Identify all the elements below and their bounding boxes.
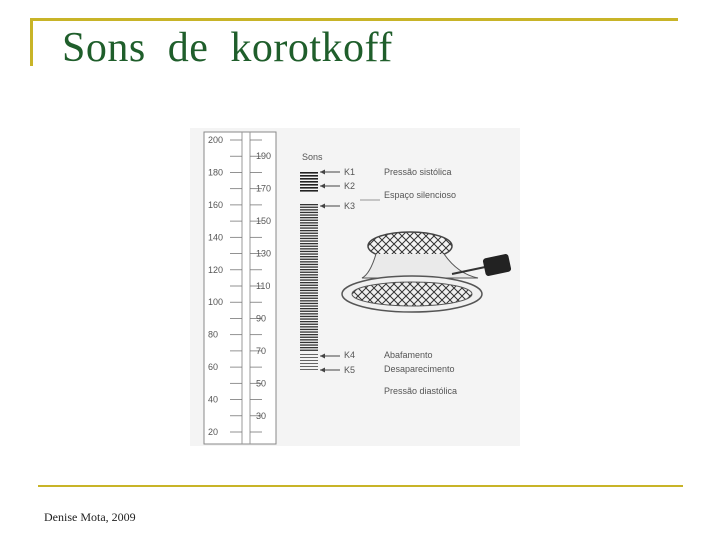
sound-bar [300,204,318,205]
sound-bar [300,190,318,192]
sound-bar [300,311,318,312]
marker-k5: K5 [344,365,356,375]
sound-bar [300,292,318,293]
sound-bar [300,272,318,273]
marker-arrowhead [320,184,325,189]
footer-credit: Denise Mota, 2009 [44,510,136,524]
sound-bar [300,331,318,332]
sound-bar [300,207,318,208]
label-muffling: Abafamento [384,350,433,360]
scale-label-right: 50 [256,378,267,389]
sound-bar [300,347,318,348]
sound-bar [300,305,318,306]
label-silent-gap: Espaço silencioso [384,190,457,200]
sound-bar [300,259,318,260]
scale-label-left: 40 [208,394,219,405]
footer-rule [38,485,683,487]
sound-bars [300,172,318,370]
sound-bar [300,214,318,215]
sound-bar [300,298,318,299]
label-disappearance: Desaparecimento [384,364,455,374]
sound-bar [300,230,318,231]
sound-bar [300,274,318,275]
scale-label-right: 170 [256,183,272,194]
title-frame-left-rule [30,18,33,66]
sound-bar [300,285,318,286]
sound-bar [300,243,318,244]
sound-bar [300,261,318,262]
marker-k1: K1 [344,167,356,177]
sound-bar [300,269,318,270]
marker-k3: K3 [344,201,356,211]
sound-bar [300,238,318,239]
scale-label-left: 100 [208,297,224,308]
sound-bar [300,178,318,180]
sound-bar [300,354,318,355]
title-frame-top-rule [30,18,678,21]
sound-bar [300,316,318,317]
sound-bar [300,287,318,288]
sound-bar [300,295,318,296]
sound-bar [300,342,318,343]
sound-bar [300,212,318,213]
sound-bar [300,184,318,186]
sound-bar [300,227,318,228]
sound-bar [300,235,318,236]
sound-bar [300,357,318,358]
sound-bar [300,350,318,351]
marker-k4: K4 [344,350,356,360]
sound-bar [300,313,318,314]
scale-label-left: 60 [208,362,219,373]
sound-bar [300,344,318,345]
sound-bar [300,256,318,257]
sound-bar [300,360,318,361]
marker-arrowhead [320,354,325,359]
label-diastolic: Pressão diastólica [384,386,458,396]
sound-bar [300,187,318,189]
scale-label-left: 80 [208,329,219,340]
manometer-column [204,132,276,444]
sound-bar [300,300,318,301]
sound-bar [300,303,318,304]
sound-bar [300,240,318,241]
scale-label-left: 120 [208,264,224,275]
sound-bar [300,363,318,364]
sound-bar [300,175,318,177]
label-systolic: Pressão sistólica [384,167,452,177]
scale-label-left: 20 [208,427,219,437]
sound-bar [300,220,318,221]
sound-bar [300,217,318,218]
sound-bar [300,369,318,370]
scale-label-right: 150 [256,216,272,227]
scale-label-right: 30 [256,410,267,421]
stethoscope-icon [342,232,512,312]
sound-bar [300,324,318,325]
sound-bar [300,308,318,309]
marker-arrowhead [320,170,325,175]
scale-label-right: 110 [256,281,271,291]
scale-label-right: 190 [256,151,272,162]
sound-bar [300,225,318,226]
sound-bar [300,209,318,210]
scale-label-left: 160 [208,199,224,210]
sound-bar [300,339,318,340]
sound-bar [300,248,318,249]
marker-k2: K2 [344,181,356,191]
scale-label-right: 90 [256,313,267,324]
sound-bar [300,246,318,247]
k-markers [320,167,355,375]
sound-bar [300,266,318,267]
slide-title: Sons de korotkoff [62,25,393,71]
scale-label-right: 130 [256,248,272,259]
korotkoff-diagram [190,128,520,446]
marker-arrowhead [320,368,325,373]
sound-bar [300,329,318,330]
sound-bar [300,282,318,283]
sound-bar [300,172,318,174]
scale-label-left: 180 [208,167,224,178]
sound-bar [300,290,318,291]
sound-bar [300,253,318,254]
scale-label-left: 200 [208,135,224,145]
sound-bar [300,321,318,322]
sound-bar [300,279,318,280]
sound-bar [300,337,318,338]
scale-label-left: 140 [208,232,224,243]
sound-bar [300,181,318,183]
sound-bar [300,233,318,234]
sound-bar [300,277,318,278]
sounds-header: Sons [302,152,323,162]
sound-bar [300,264,318,265]
scale-label-right: 70 [256,345,267,356]
marker-arrowhead [320,204,325,209]
sound-bar [300,334,318,335]
sound-bar [300,366,318,367]
sound-bar [300,318,318,319]
sound-bar [300,222,318,223]
sound-bar [300,251,318,252]
sound-bar [300,326,318,327]
korotkoff-diagram-svg [190,128,520,446]
